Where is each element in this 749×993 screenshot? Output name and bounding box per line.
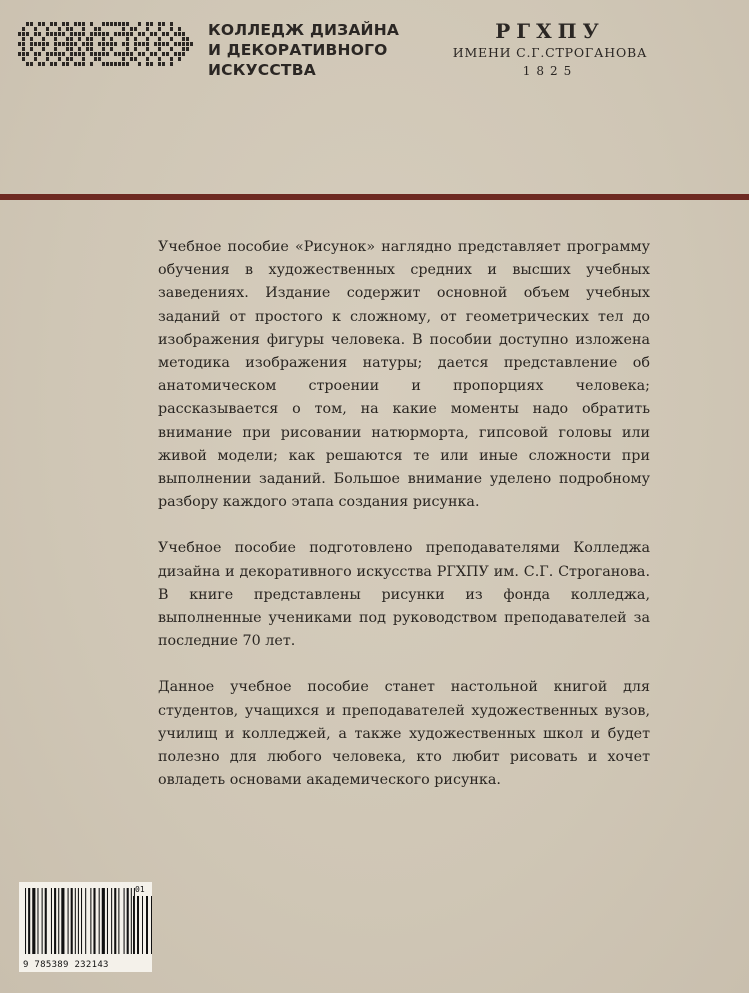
university-subtitle: ИМЕНИ С.Г.СТРОГАНОВА <box>452 45 648 60</box>
college-name-line-2: И ДЕКОРАТИВНОГО <box>208 41 388 59</box>
barcode-addon: 01 <box>135 885 145 894</box>
annotation-text <box>158 236 650 815</box>
paragraph-1: Учебное пособие «Рисунок» наглядно представляет программу обучения в художественных средних и высших учебных заведениях. Издание содержит основной объем учебных заданий от простого к сложному, от геометрических тел до изображения фигуры человека. В пособии доступно изложена методика изображения натуры; дается представление об анатомическом строении и пропорциях человека; рассказывается о том, на какие моменты надо обратить внимание при рисовании натюрморта, гипсовой головы или живой модели; как решаются те или иные сложности при выполнении заданий. Большое внимание уделено подробному разбору каждого этапа создания рисунка. <box>158 239 650 511</box>
isbn-barcode <box>19 882 152 972</box>
header-divider <box>0 194 749 200</box>
header <box>0 0 749 195</box>
barcode-bars <box>19 882 152 960</box>
college-logo-pattern <box>18 18 198 70</box>
college-name <box>208 20 399 80</box>
college-name-line-3: ИСКУССТВА <box>208 61 316 79</box>
paragraph-2: Учебное пособие подготовлено преподавателями Колледжа дизайна и декоративного искусства РГХПУ им. С.Г. Строганова. В книге представлены рисунки из фонда колледжа, выполненные учениками под руководством преподавателей за последние 70 лет. <box>158 540 650 650</box>
college-name-line-1: КОЛЛЕДЖ ДИЗАЙНА <box>208 21 400 39</box>
university-block <box>450 18 650 80</box>
barcode-number: 9 785389 232143 <box>23 960 109 970</box>
university-abbr: РГХПУ <box>495 19 605 43</box>
paragraph-3: Данное учебное пособие станет настольной книгой для студентов, учащихся и преподавателей художественных вузов, училищ и колледжей, а также художественных школ и будет полезно для любого человека, кто любит рисовать и хочет овладеть основами академического рисунка. <box>158 679 650 789</box>
university-year: 1825 <box>522 64 578 78</box>
